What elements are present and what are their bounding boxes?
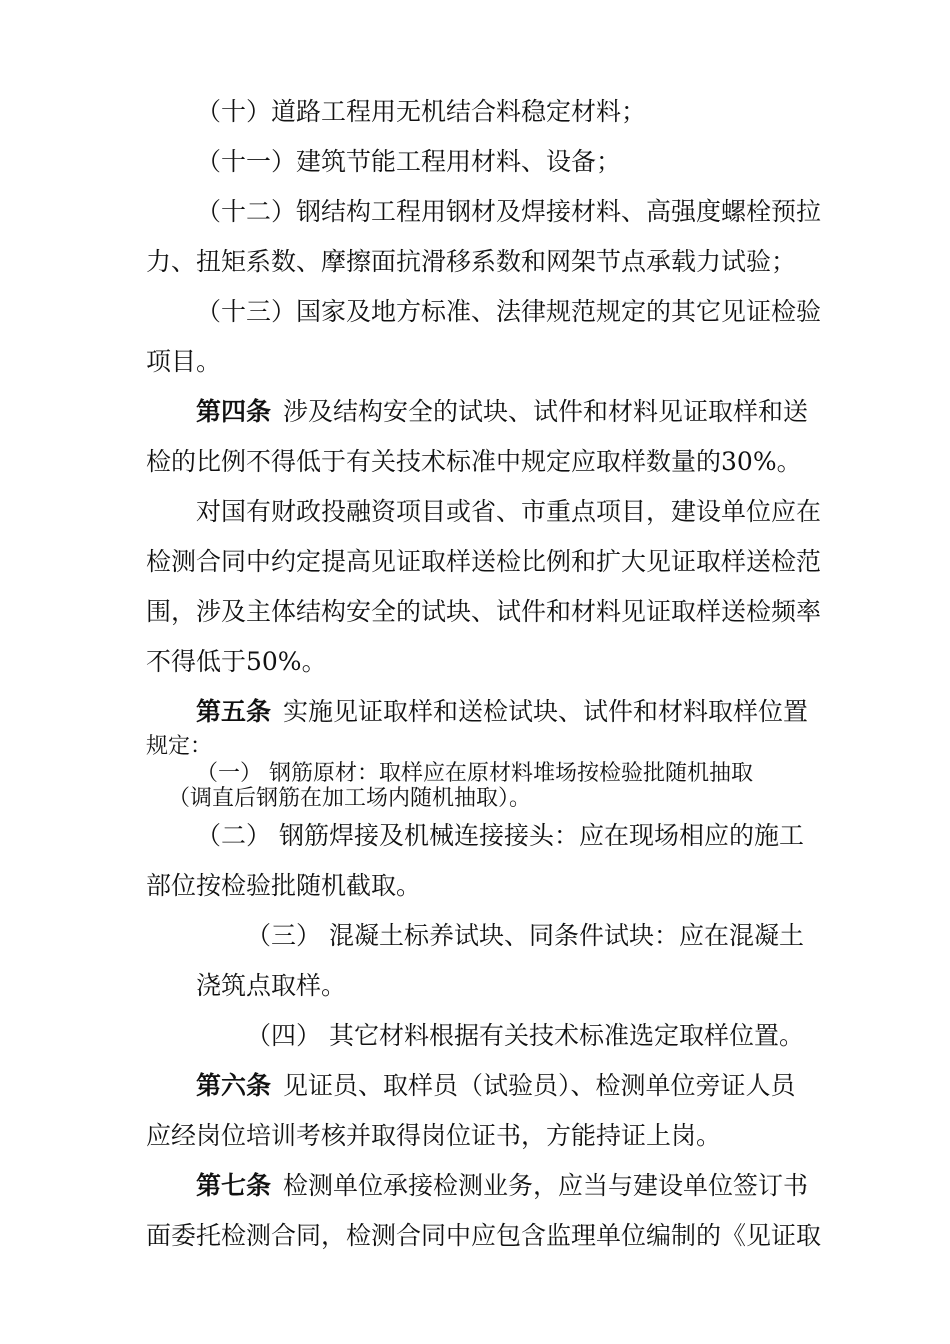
art5-item-3-line-2: 浇筑点取样。 (196, 971, 347, 1000)
article-5-line-2: 规定： (146, 734, 213, 759)
article-4-text: 涉及结构安全的试块、试件和材料见证取样和送 (283, 397, 809, 426)
art5-item-4: （四） 其它材料根据有关技术标准选定取样位置。 (246, 1021, 804, 1050)
article-6-text: 见证员、取样员（试验员）、检测单位旁证人员 (283, 1071, 796, 1100)
article-6-line-1 (196, 1070, 796, 1102)
article-5-line-1 (196, 696, 808, 728)
article-5-text: 实施见证取样和送检试块、试件和材料取样位置 (283, 697, 809, 726)
article-7-line-1 (196, 1170, 808, 1202)
article-6-line-2: 应经岗位培训考核并取得岗位证书，方能持证上岗。 (146, 1121, 722, 1150)
item-13-line-2: 项目。 (146, 347, 222, 376)
item-11: （十一）建筑节能工程用材料、设备； (196, 147, 622, 176)
article-4-para-2-line-4: 不得低于50%。 (146, 647, 327, 676)
article-6-heading: 第六条 (196, 1071, 272, 1100)
article-4-line-2: 检的比例不得低于有关技术标准中规定应取样数量的30%。 (146, 447, 802, 476)
article-7-line-2: 面委托检测合同，检测合同中应包含监理单位编制的《见证取 (146, 1221, 822, 1250)
art5-item-2-line-2: 部位按检验批随机截取。 (146, 871, 422, 900)
article-4-para-2-line-2: 检测合同中约定提高见证取样送检比例和扩大见证取样送检范 (146, 547, 822, 576)
art5-item-1-line-2: （调直后钢筋在加工场内随机抽取）。 (168, 786, 532, 811)
item-13-line-1: （十三）国家及地方标准、法律规范规定的其它见证检验 (196, 297, 822, 326)
item-12-line-1: （十二）钢结构工程用钢材及焊接材料、高强度螺栓预拉 (196, 197, 822, 226)
article-4-para-2-line-3: 围，涉及主体结构安全的试块、试件和材料见证取样送检频率 (146, 597, 822, 626)
art5-item-2-line-1: （二） 钢筋焊接及机械连接接头：应在现场相应的施工 (196, 821, 804, 850)
item-12-line-2: 力、扭矩系数、摩擦面抗滑移系数和网架节点承载力试验； (146, 247, 797, 276)
article-4-line-1 (196, 396, 808, 428)
article-7-heading: 第七条 (196, 1171, 272, 1200)
article-5-heading: 第五条 (196, 697, 272, 726)
art5-item-1-line-1: （一） 钢筋原材：取样应在原材料堆场按检验批随机抽取 (196, 761, 753, 786)
art5-item-3-line-1: （三） 混凝土标养试块、同条件试块：应在混凝土 (246, 921, 804, 950)
article-4-heading: 第四条 (196, 397, 272, 426)
article-7-text: 检测单位承接检测业务，应当与建设单位签订书 (283, 1171, 809, 1200)
article-4-para-2-line-1: 对国有财政投融资项目或省、市重点项目，建设单位应在 (196, 497, 822, 526)
item-10: （十）道路工程用无机结合料稳定材料； (196, 97, 647, 126)
